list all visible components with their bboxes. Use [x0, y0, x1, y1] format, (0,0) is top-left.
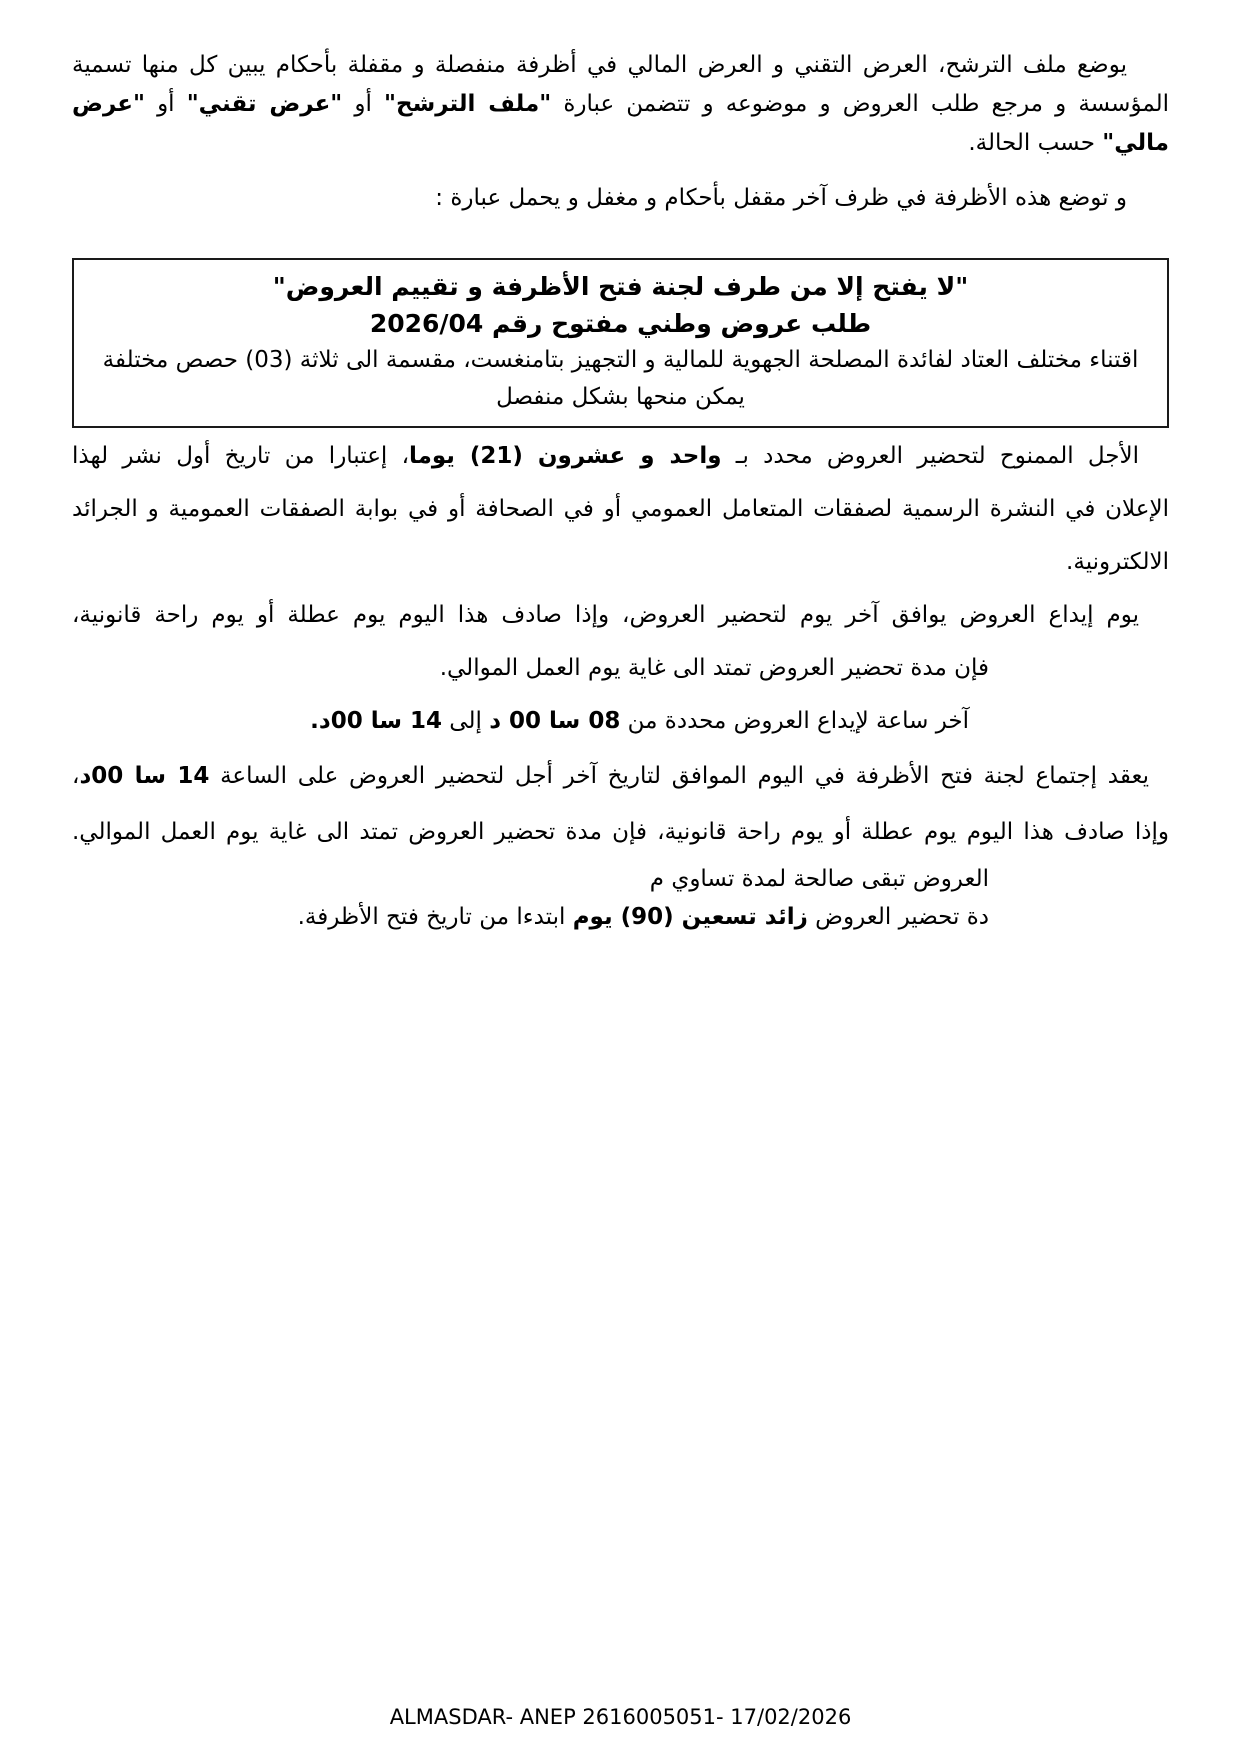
- text-line: [86, 342, 1155, 379]
- bold-text-run: "عرض: [72, 91, 145, 117]
- text-run: يوم إيداع العروض يوافق آخر يوم لتحضير العروض، وإذا صادف هذا اليوم يوم عطلة أو يوم راحة قانونية،: [72, 602, 1139, 628]
- text-run: المؤسسة و مرجع طلب العروض و موضوعه و تتضمن عبارة: [551, 91, 1170, 117]
- text-run: و توضع هذه الأظرفة في ظرف آخر مقفل بأحكام و مغفل و يحمل عبارة :: [435, 185, 1127, 211]
- bold-text-run: 08 سا 00 د: [489, 708, 621, 734]
- text-line: [86, 379, 1155, 416]
- text-run: ،: [72, 763, 80, 789]
- text-run: يوضع ملف الترشح، العرض التقني و العرض المالي في أظرفة منفصلة و مقفلة بأحكام يبين كل منها تسمية: [72, 52, 1127, 78]
- text-line: [72, 85, 1169, 124]
- text-line: [86, 268, 1155, 305]
- text-line: [72, 748, 1169, 804]
- text-run: إلى: [442, 708, 490, 734]
- bold-text-run: مالي": [1102, 130, 1169, 156]
- paragraph-opening-session: [72, 748, 1169, 860]
- paragraph-outer-envelope: [72, 179, 1169, 218]
- text-run: يعقد إجتماع لجنة فتح الأظرفة في اليوم الموافق لتاريخ آخر أجل لتحضير العروض على الساعة: [209, 763, 1149, 789]
- text-run: اقتناء مختلف العتاد لفائدة المصلحة الجهوية للمالية و التجهيز بتامنغست، مقسمة الى ثلاثة (03) حصص مختلفة: [102, 347, 1139, 373]
- text-run: يمكن منحها بشكل منفصل: [496, 384, 745, 410]
- text-run: وإذا صادف هذا اليوم يوم عطلة أو يوم راحة قانونية، فإن مدة تحضير العروض تمتد الى غاية يوم العمل الموالي.: [72, 819, 1169, 845]
- bold-text-run: "عرض تقني": [186, 91, 343, 117]
- text-line: [72, 124, 1169, 163]
- text-run: ابتدءا من تاريخ فتح الأظرفة.: [297, 904, 573, 930]
- text-run: آخر ساعة لإيداع العروض محددة من: [620, 708, 969, 734]
- text-line: [86, 305, 1155, 342]
- text-line: [72, 46, 1169, 85]
- text-run: الالكترونية.: [1066, 549, 1169, 575]
- text-line: [72, 179, 1169, 218]
- bold-text-run: زائد تسعين (90) يوم: [572, 904, 808, 930]
- bold-text-run: واحد و عشرون (21) يوما: [409, 443, 722, 469]
- anep-footer-line: ALMASDAR- ANEP 2616005051- 17/02/2026: [389, 1705, 852, 1729]
- text-line: [72, 860, 989, 898]
- text-line: [72, 483, 1169, 536]
- text-run: دة تحضير العروض: [807, 904, 989, 930]
- paragraph-deadline: [72, 430, 1169, 589]
- bold-text-run: "لا يفتح إلا من طرف لجنة فتح الأظرفة و تقييم العروض": [272, 272, 969, 301]
- text-run: أو: [144, 91, 187, 117]
- paragraph-validity: [72, 860, 1169, 936]
- bold-text-run: 14 سا 00د: [79, 763, 210, 789]
- text-run: العروض تبقى صالحة لمدة تساوي م: [649, 866, 989, 892]
- paragraph-deposit-hours: [72, 695, 1169, 748]
- text-run: فإن مدة تحضير العروض تمتد الى غاية يوم العمل الموالي.: [439, 655, 989, 681]
- text-line: [72, 804, 1169, 860]
- bold-text-run: 14 سا 00د.: [310, 708, 442, 734]
- text-line: [72, 536, 1169, 589]
- paragraph-submission-day: [72, 589, 1169, 695]
- text-line: [72, 898, 989, 936]
- text-line: [72, 589, 1169, 642]
- text-run: ، إعتبارا من تاريخ أول نشر لهذا: [72, 443, 409, 469]
- text-run: الإعلان في النشرة الرسمية لصفقات المتعامل العمومي أو في الصحافة أو في بوابة الصفقات العمومية و الجرائد: [72, 496, 1169, 522]
- text-line: [72, 642, 989, 695]
- notice-box: [72, 258, 1169, 428]
- text-run: الأجل الممنوح لتحضير العروض محدد بـ: [721, 443, 1139, 469]
- text-run: أو: [342, 91, 385, 117]
- text-run: حسب الحالة.: [968, 130, 1103, 156]
- text-line: [72, 430, 1169, 483]
- bold-text-run: طلب عروض وطني مفتوح رقم 2026/04: [369, 309, 872, 338]
- paragraph-envelopes: [72, 46, 1169, 163]
- bold-text-run: "ملف الترشح": [384, 91, 552, 117]
- text-line: [72, 695, 969, 748]
